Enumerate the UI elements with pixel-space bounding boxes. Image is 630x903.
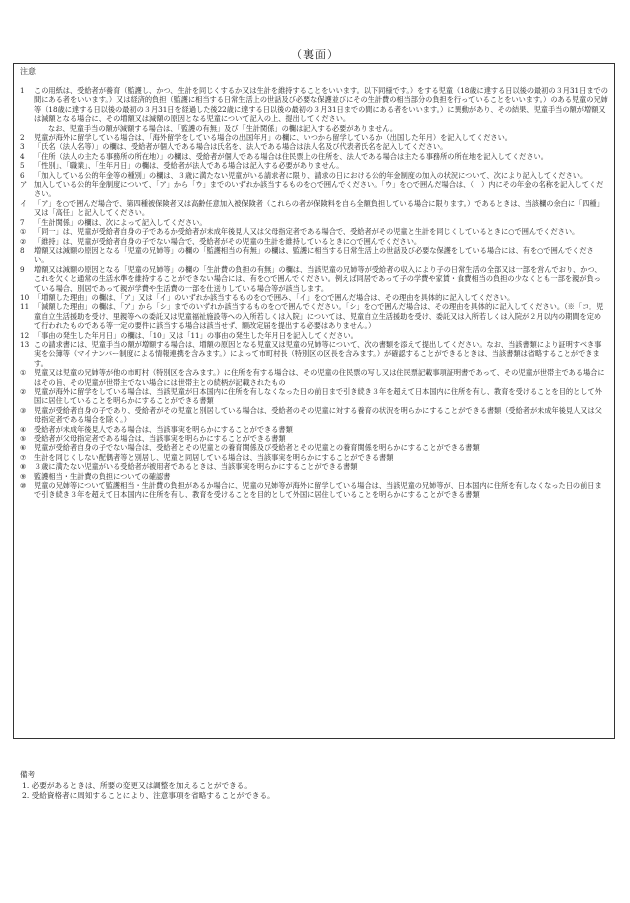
note-item: 2 児童が海外に留学している場合は、「海外留学をしている場合の出国年月」の欄に、いつから留学しているか（出国した年月）を記入してください。 — [20, 133, 512, 143]
note-subitem: ② 「維持」は、児童が受給者自身の子でない場合で、受給者がその児童の生計を維持しているときに○で囲んでください。 — [20, 236, 422, 246]
remarks-item: 2. 受給資格者に周知することにより、注意事項を省略することができる。 — [22, 791, 275, 801]
note-item: 5 「性別」、「職業」、「生年月日」の欄は、受給者が法人である場合は記入する必要がありません。 — [20, 161, 344, 171]
note-item: 4 「住所（法人の主たる事務所の所在地）」の欄は、受給者が個人である場合は住民票上の住所を、法人である場合は主たる事務所の所在地を記入してください。 — [20, 151, 548, 161]
notes-heading: 注意 — [20, 67, 36, 76]
document-list-item: ③ 児童が受給者自身の子であり、受給者がその児童と別居している場合は、受給者のその児童に対する養育の状況を明らかにすることができる書類（受給者が未成年後見人又は父母指定者である場合を除く。） — [20, 405, 602, 425]
note-subitem: イ 「ア」を○で囲んだ場合で、第四種被保険者又は高齢任意加入被保険者（これらの者が保険料を自ら全額負担している場合に限ります。）であるときは、当該欄の余白に「四種」又は「高任」と記入してください。 — [20, 198, 604, 218]
document-list-item: ⑩ 児童の兄姉等について監護相当・生計費の負担があるか場合に、児童の兄姉等が海外に留学している場合は、当該児童の兄姉等が、日本国内に住所を有しなくなった日の前日まで引き続き３年を超えて日本国内に住所を有し、教育を受けることを目的として外国に居住していることを明らかにすることができる書類 — [20, 481, 602, 500]
document-list-item: ② 児童が海外に留学をしている場合は、当該児童が日本国内に住所を有しなくなった日の前日まで引き続き３年を超えて日本国内に住所を有し、教育を受けることを目的として外国に居住していることを明らかにすることができる書類 — [20, 387, 602, 406]
note-item: 7 「生計関係」の欄は、次によって記入してください。 — [20, 217, 207, 227]
remarks-heading: 備考 — [20, 770, 36, 779]
document-list-item: ⑧ ３歳に満たない児童がいる受給者が被用者であるときは、当該事実を明らかにすることができる書類 — [20, 462, 358, 472]
document-list-item: ⑤ 受給者が父母指定者である場合は、当該事実を明らかにすることができる書類 — [20, 434, 286, 444]
notes-section — [13, 63, 615, 739]
note-item: 9 増額又は減額の原因となる「児童の兄姉等」の欄の「生計費の負担の有無」の欄は、当該児童の兄姉等が受給者の収入により子の日常生活の全部又は一部を営んでおり、かつ、これを欠くと通常の生活水準を維持することができない場合には、有を○で囲んでください。例えば同居であって子の学費や家賃・食費相当の負担の少なくとも一部を親が負っている場合、別居であって親が学費や生活費の一部を仕送りしている場合等が該当します。 — [20, 264, 602, 293]
remarks-section — [20, 770, 610, 802]
note-item: 11 「減額した理由」の欄は、「ア」から「シ」までのいずれか該当するものを○で囲んでください。「シ」を○で囲んだ場合は、その理由を具体的に記入してください。（※「コ．児童自立生活援助を受け、里親等への委託又は児童福祉施設等への入所若しくは入院」については、児童自立生活援助を受け、委託又は入所若しくは入院が２月以内の期間を定めて行われたものである等一定の要件に該当する場合は該当せず、額改定届を提出する必要はありません。） — [20, 302, 604, 331]
note-item: 1 この用紙は、受給者が養育（監護し、かつ、生計を同じくするか又は生計を維持することをいいます。以下同様です。）をする児童（18歳に達する日以後の最初の３月31日までの間にある者をいいます。）又は経済的負担（監護に相当する日常生活上の世話及び必要な保護並びにその生計費の相当部分の負担を行っていることをいいます。）のある児童の兄姉等（18歳に達する日以後の最初の３月31日を経過した後22歳に達する日以後の最初の３月31日までの間にある者をいいます。）に異動があり、その結果、児童手当の額が増額又は減額となる場合に、その増額又は減額の原因となる児童について記入の上、提出してください。 — [20, 86, 608, 124]
remarks-item: 1. 必要があるときは、所要の変更又は調整を加えることができる。 — [22, 780, 252, 790]
note-subitem: ア 加入している公的年金制度について、「ア」から「ウ」までのいずれか該当するものを○で囲んでください。「ウ」を○で囲んだ場合は、（ ）内にその年金の名称を記入してください。 — [20, 180, 604, 199]
document-list-item: ① 児童又は児童の兄姉等が他の市町村（特別区を含みます。）に住所を有する場合は、その児童の住民票の写し又は住民票記載事項証明書であって、その児童が世帯主である場合にはその旨、その児童が世帯主でない場合には世帯主との続柄が記載されたもの — [20, 368, 605, 387]
page-title: （裏面） — [291, 48, 339, 61]
note-item: 13 この請求書には、児童手当の額が増額する場合は、増額の原因となる児童又は児童の兄姉等について、次の書類を添えて提出してください。なお、当該書類により証明すべき事実を公簿等（マイナンバー制度による情報連携を含みます。）によって市町村長（特別区の区長を含みます。）が確認することができるときは、当該書類は省略することができます。 — [20, 339, 602, 368]
note-item: 6 「加入している公的年金等の種別」の欄は、３歳に満たない児童がいる請求者に限り、請求の日における公的年金制度の加入の状況について、次により記入してください。 — [20, 170, 588, 180]
note-subitem: ① 「同一」は、児童が受給者自身の子であるか受給者が未成年後見人又は父母指定者である場合で、受給者がその児童と生計を同じくしているときに○で囲んでください。 — [20, 227, 580, 237]
document-list-item: ⑨ 監護相当・生計費の負担についての確認書 — [20, 471, 171, 481]
document-list-item: ④ 受給者が未成年後見人である場合は、当該事実を明らかにすることができる書類 — [20, 424, 293, 434]
note-item: 8 増額又は減額の原因となる「児童の兄姉等」の欄の「監護相当の有無」の欄は、監護に相当する日常生活上の世話及び必要な保護をしている場合には、有を○で囲んでください。 — [20, 245, 594, 265]
document-list-item: ⑦ 生計を同じくしない配偶者等と別居し、児童と同居している場合は、当該事実を明らかにすることができる書類 — [20, 452, 394, 462]
note-item: 10 「増額した理由」の欄は、「ア」又は「イ」のいずれか該当するものを○で囲み、「イ」を○で囲んだ場合は、その理由を具体的に記入してください。 — [20, 292, 515, 302]
note-item: 3 「氏名（法人名等）」の欄は、受給者が個人である場合は氏名を、法人である場合は法人名及び代表者氏名を記入してください。 — [20, 142, 448, 152]
note-item: 12 「事由の発生した年月日」の欄は、「10」又は「11」の事由の発生した年月日を記入してください。 — [20, 330, 358, 340]
document-list-item: ⑥ 児童が受給者自身の子でない場合は、受給者とその児童との養育関係及び受給者とその児童との養育関係を明らかにすることができる書類 — [20, 443, 480, 453]
note-item: なお、児童手当の額が減額する場合は、「監護の有無」及び「生計関係」の欄は記入する必要がありません。 — [48, 123, 398, 133]
